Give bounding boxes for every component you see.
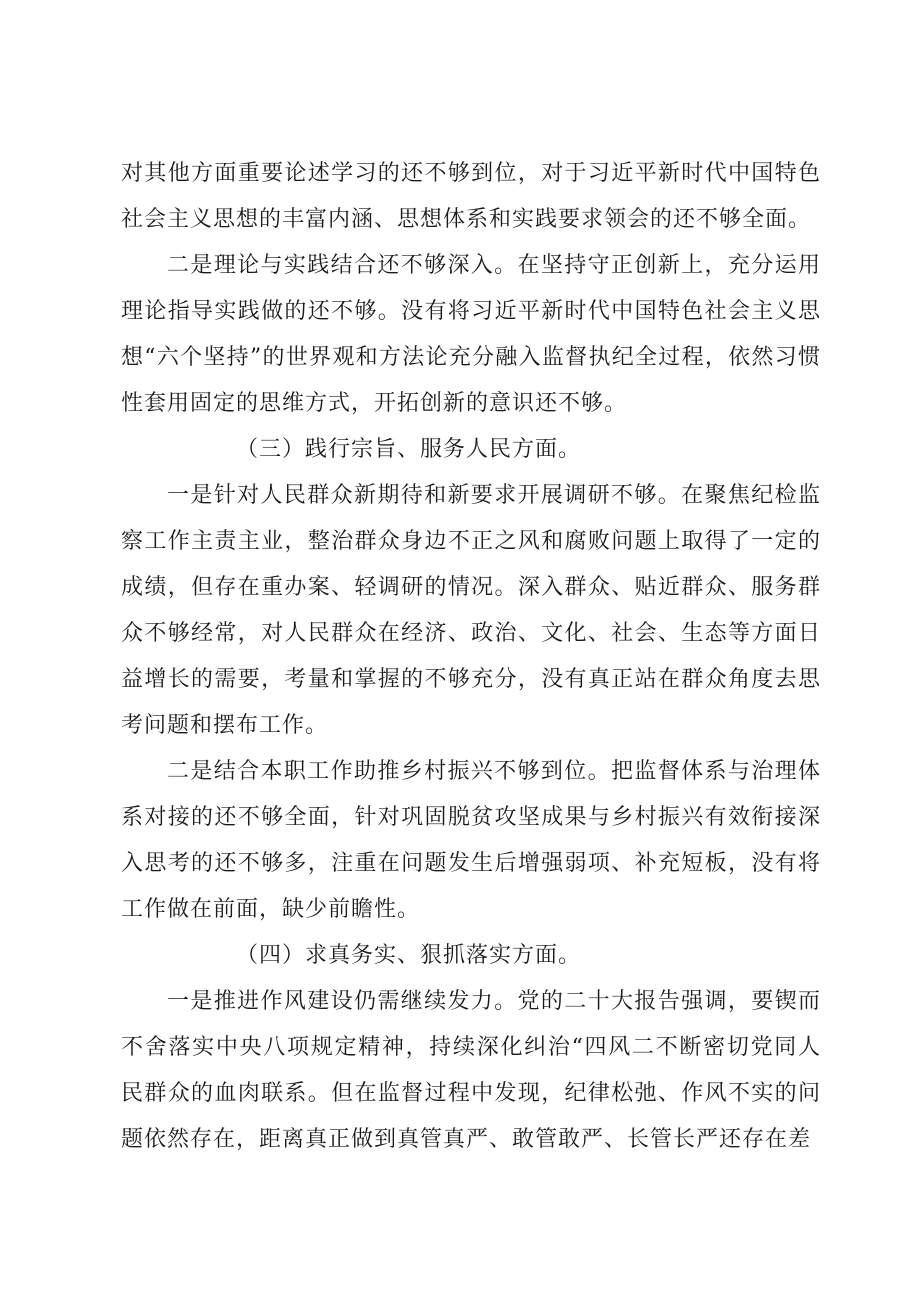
paragraph-rural-revitalization: 二是结合本职工作助推乡村振兴不够到位。把监督体系与治理体系对接的还不够全面，针对巩固脱贫攻坚成果与乡村振兴有效衔接深入思考的还不够多，注重在问题发生后增强弱项、补充短板，没有将工作做在前面，缺少前瞻性。 (121, 759, 821, 922)
paragraph-theory-practice: 二是理论与实践结合还不够深入。在坚持守正创新上，充分运用理论指导实践做的还不够。没有将习近平新时代中国特色社会主义思想“六个坚持”的世界观和方法论充分融入监督执纪全过程，依然习惯性套用固定的思维方式，开拓创新的意识还不够。 (121, 253, 821, 416)
document-body (121, 151, 821, 1163)
section-heading-text: （三）践行宗旨、服务人民方面。 (236, 437, 582, 462)
section-heading-text: （四）求真务实、狠抓落实方面。 (236, 943, 582, 968)
paragraph-work-style: 一是推进作风建设仍需继续发力。党的二十大报告强调，要锲而不舍落实中央八项规定精神，持续深化纠治“四风二不断密切党同人民群众的血肉联系。但在监督过程中发现，纪律松弛、作风不实的问题依然存在，距离真正做到真管真严、敢管敢严、长管长严还存在差 (121, 989, 821, 1152)
section-heading-implementation (121, 933, 821, 979)
section-heading-serve-people (121, 427, 821, 473)
paragraph-continued: 对其他方面重要论述学习的还不够到位，对于习近平新时代中国特色社会主义思想的丰富内涵、思想体系和实践要求领会的还不够全面。 (121, 161, 821, 232)
paragraph-research: 一是针对人民群众新期待和新要求开展调研不够。在聚焦纪检监察工作主责主业，整治群众身边不正之风和腐败问题上取得了一定的成绩，但存在重办案、轻调研的情况。深入群众、贴近群众、服务群众不够经常，对人民群众在经济、政治、文化、社会、生态等方面日益增长的需要，考量和掌握的不够充分，没有真正站在群众角度去思考问题和摆布工作。 (121, 483, 821, 738)
